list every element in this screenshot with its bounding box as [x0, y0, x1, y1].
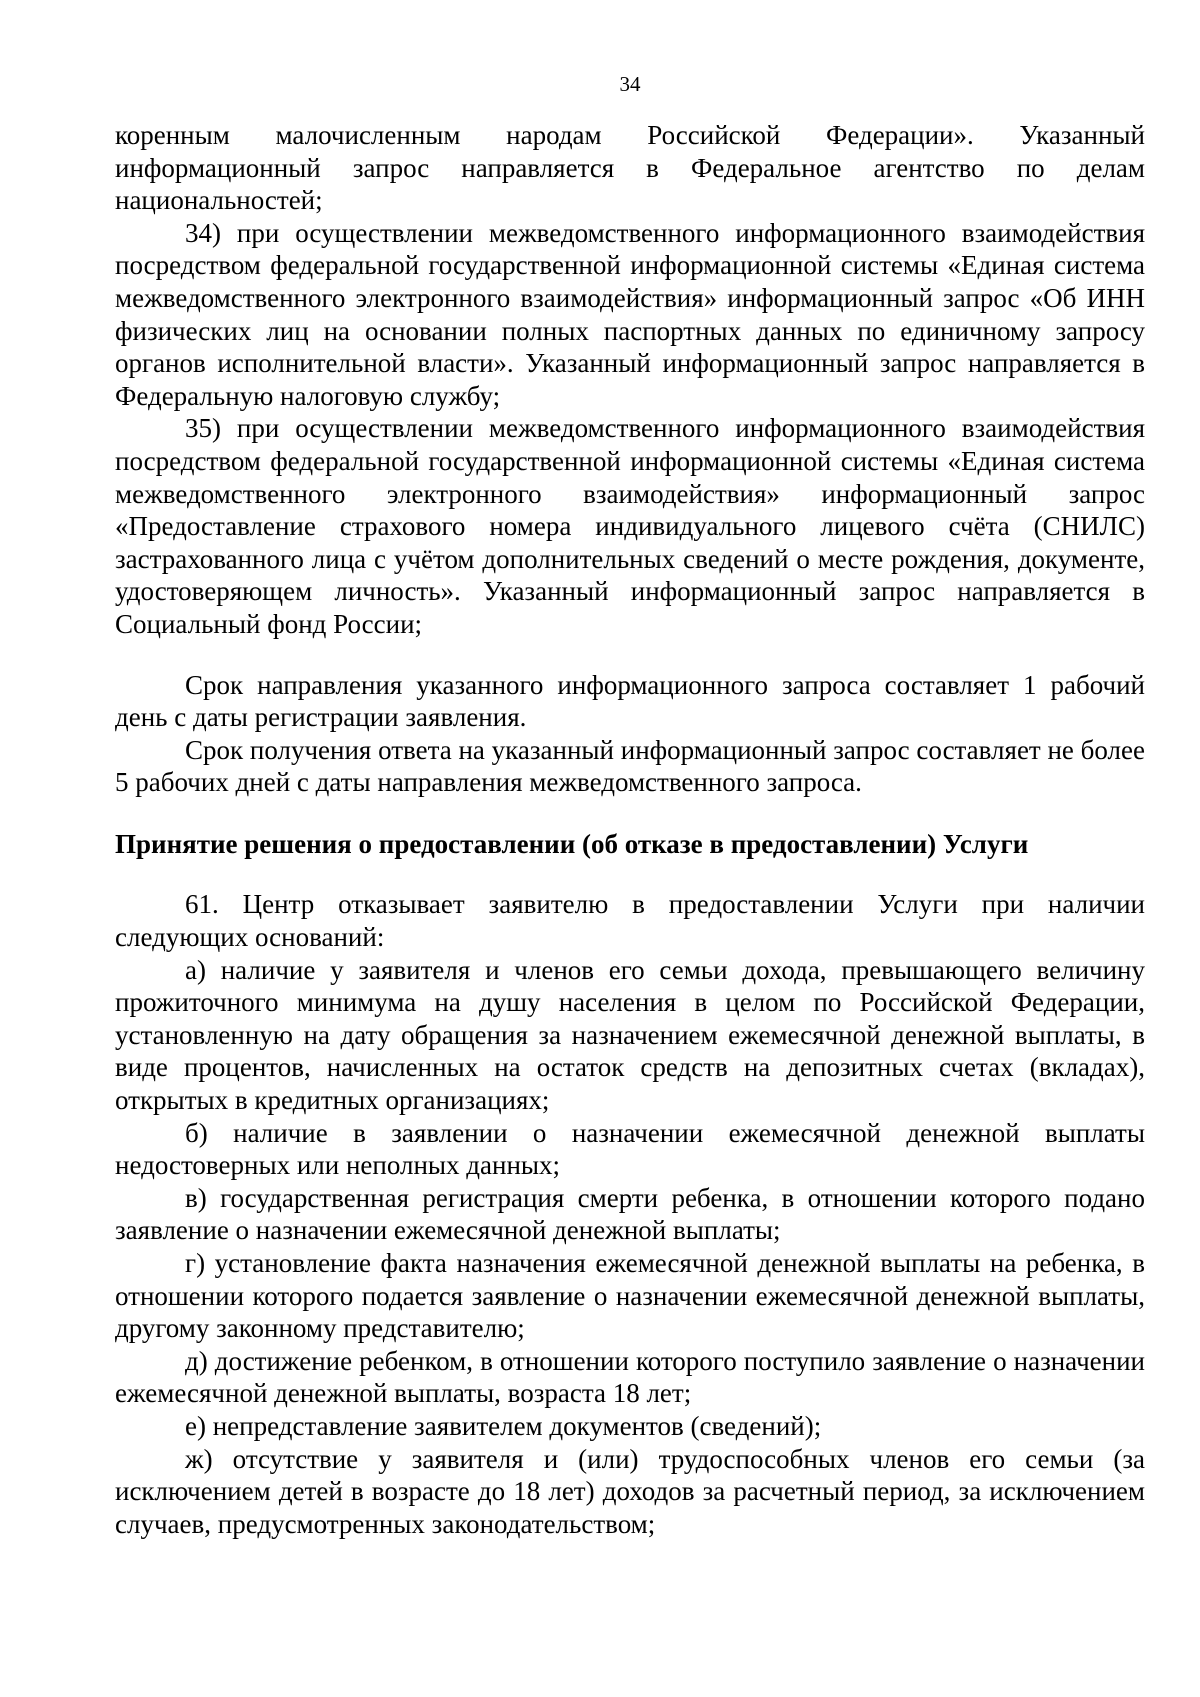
list-item-35: 35) при осуществлении межведомственного информационного взаимодействия посредством федеральной государственной информационной системы «Единая система межведомственного электронного взаимодействия» информационный запрос «Предоставление страхового номера индивидуального лицевого счёта (СНИЛС) застрахованного лица с учётом дополнительных сведений о месте рождения, документе, удостоверяющем личность». Указанный информационный запрос направляется в Социальный фонд России; — [115, 413, 1145, 639]
paragraph-request-deadline: Срок направления указанного информационного запроса составляет 1 рабочий день с даты регистрации заявления. — [115, 669, 1145, 733]
page-number: 34 — [619, 72, 641, 96]
section-heading: Принятие решения о предоставлении (об отказе в предоставлении) Услуги — [115, 828, 1029, 859]
list-item-v: в) государственная регистрация смерти ребенка, в отношении которого подано заявление о назначении ежемесячной денежной выплаты; — [115, 1182, 1145, 1246]
document-page — [115, 0, 1145, 1697]
document-body — [115, 119, 1145, 1540]
list-item-a: а) наличие у заявителя и членов его семьи дохода, превышающего величину прожиточного минимума на душу населения в целом по Российской Федерации, установленную на дату обращения за назначением ежемесячной денежной выплаты, в виде процентов, начисленных на остаток средств на депозитных счетах (вкладах), открытых в кредитных организациях; — [115, 954, 1145, 1116]
paragraph-61: 61. Центр отказывает заявителю в предоставлении Услуги при наличии следующих оснований: — [115, 889, 1145, 953]
list-item-b: б) наличие в заявлении о назначении ежемесячной денежной выплаты недостоверных или неполных данных; — [115, 1117, 1145, 1181]
list-item-e: е) непредставление заявителем документов (сведений); — [185, 1410, 822, 1441]
list-item-zh: ж) отсутствие у заявителя и (или) трудоспособных членов его семьи (за исключением детей в возрасте до 18 лет) доходов за расчетный период, за исключением случаев, предусмотренных законодательством; — [115, 1443, 1145, 1539]
paragraph-continuation: коренным малочисленным народам Российской Федерации». Указанный информационный запрос направляется в Федеральное агентство по делам национальностей; — [115, 120, 1145, 216]
list-item-d: д) достижение ребенком, в отношении которого поступило заявление о назначении ежемесячной денежной выплаты, возраста 18 лет; — [115, 1345, 1145, 1409]
paragraph-response-deadline: Срок получения ответа на указанный информационный запрос составляет не более 5 рабочих дней с даты направления межведомственного запроса. — [115, 734, 1145, 798]
list-item-g: г) установление факта назначения ежемесячной денежной выплаты на ребенка, в отношении которого подается заявление о назначении ежемесячной денежной выплаты, другому законному представителю; — [115, 1248, 1145, 1344]
list-item-34: 34) при осуществлении межведомственного информационного взаимодействия посредством федеральной государственной информационной системы «Единая система межведомственного электронного взаимодействия» информационный запрос «Об ИНН физических лиц на основании полных паспортных данных по единичному запросу органов исполнительной власти». Указанный информационный запрос направляется в Федеральную налоговую службу; — [115, 217, 1145, 411]
